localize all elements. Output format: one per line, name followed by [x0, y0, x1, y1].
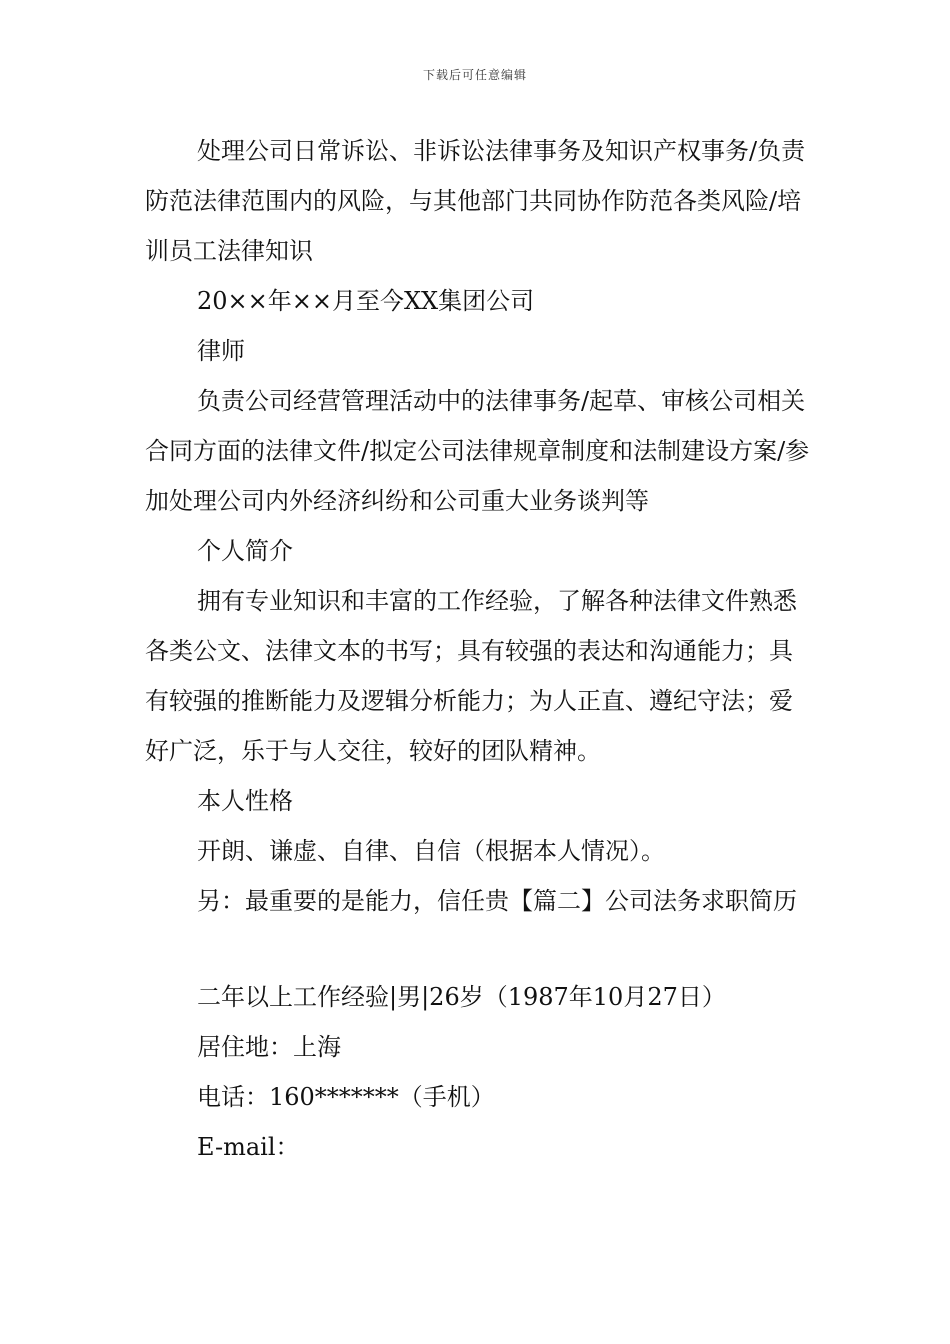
- document-body: [145, 126, 810, 1172]
- paragraph-job-title: 律师: [197, 337, 245, 365]
- profile-email: E-mail：: [197, 1133, 300, 1161]
- paragraph-profile: 拥有专业知识和丰富的工作经验，了解各种法律文件熟悉各类公文、法律文本的书写；具有较强的表达和沟通能力；具有较强的推断能力及逻辑分析能力；为人正直、遵纪守法；爱好广泛，乐于与人交往，较好的团队精神。: [145, 587, 797, 765]
- section-heading-profile: 个人简介: [197, 537, 293, 565]
- profile-residence: 居住地：上海: [197, 1033, 341, 1061]
- paragraph-personality: 开朗、谦虚、自律、自信（根据本人情况）。: [197, 837, 665, 865]
- profile-phone: 电话：160*******（手机）: [197, 1083, 495, 1111]
- paragraph-employment-period: 20××年××月至今XX集团公司: [197, 287, 535, 315]
- paragraph-duties-2: 负责公司经营管理活动中的法律事务/起草、审核公司相关合同方面的法律文件/拟定公司法律规章制度和法制建设方案/参加处理公司内外经济纠纷和公司重大业务谈判等: [145, 387, 810, 515]
- paragraph-duties-1: 处理公司日常诉讼、非诉讼法律事务及知识产权事务/负责防范法律范围内的风险，与其他部门共同协作防范各类风险/培训员工法律知识: [145, 137, 806, 265]
- paragraph-closing: 另：最重要的是能力，信任贵【篇二】公司法务求职简历: [197, 887, 797, 915]
- section-heading-personality: 本人性格: [197, 787, 293, 815]
- header-note: 下载后可任意编辑: [422, 68, 527, 82]
- profile-summary: 二年以上工作经验|男|26岁（1987年10月27日）: [197, 983, 726, 1011]
- section-spacer: [145, 926, 810, 972]
